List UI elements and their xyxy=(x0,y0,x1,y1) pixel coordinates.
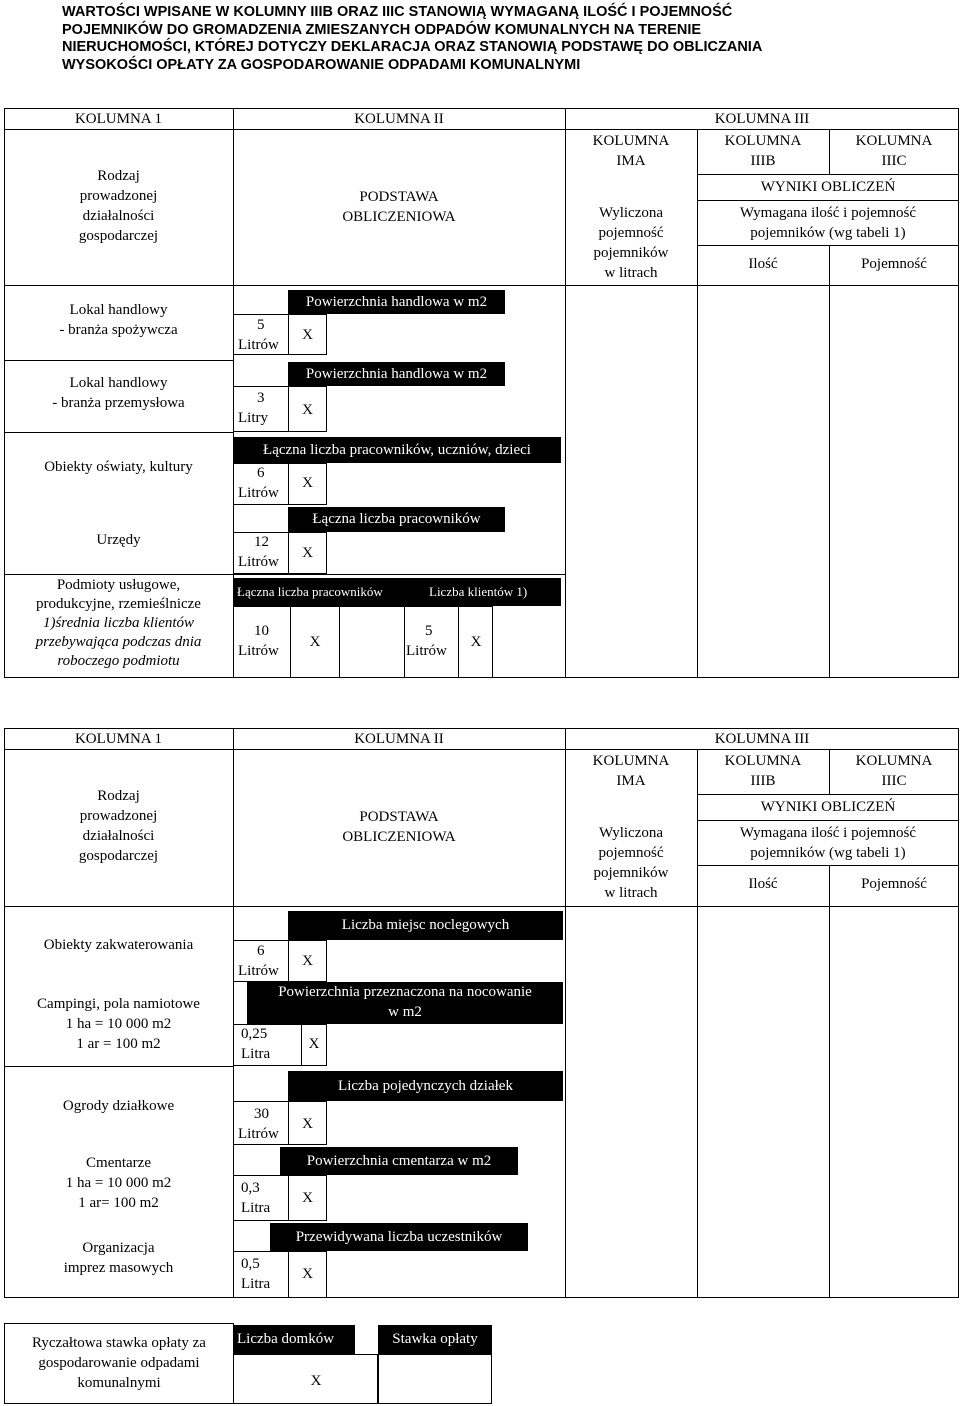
divider xyxy=(697,794,959,795)
amount: 3 Litry xyxy=(238,390,268,426)
row-name: Cmentarze 1 ha = 10 000 m2 1 ar= 100 m2 xyxy=(65,1155,172,1211)
row-name: Urzędy xyxy=(96,532,141,548)
basis-label: Stawka opłaty xyxy=(378,1325,492,1354)
divider xyxy=(4,360,233,361)
divider xyxy=(697,174,959,175)
row-name: Campingi, pola namiotowe 1 ha = 10 000 m2 1 ar = 100 m2 xyxy=(37,996,200,1052)
x-mark: X xyxy=(309,634,321,650)
header-wyliczona: Wyliczona pojemność pojemników w litrach xyxy=(593,205,669,281)
divider xyxy=(697,865,959,866)
title-line: WARTOŚCI WPISANE W KOLUMNY IIIB ORAZ IIIC STANOWIĄ WYMAGANĄ ILOŚĆ I POJEMNOŚĆ xyxy=(62,4,733,20)
amount: 6 Litrów xyxy=(238,943,279,979)
header-kol-ima: KOLUMNA IMA xyxy=(592,133,670,169)
x-mark: X xyxy=(302,545,313,561)
row-name: Podmioty usługowe, produkcyjne, rzemieślnicze 1)średnia liczba klientów przebywająca podczas dnia roboczego podmiotu xyxy=(35,577,202,669)
basis-label: Liczba pojedynczych działek xyxy=(288,1071,563,1101)
header-kol3: KOLUMNA III xyxy=(714,731,810,747)
amount: 5 Litrów xyxy=(406,623,447,659)
header-kol-iiic: KOLUMNA IIIC xyxy=(855,133,933,169)
x-mark: X xyxy=(302,953,313,969)
header-rodzaj: Rodzaj prowadzonej działalności gospodarczej xyxy=(78,788,159,864)
basis-label: Przewidywana liczba uczestników xyxy=(270,1223,528,1251)
header-rodzaj: Rodzaj prowadzonej działalności gospodarczej xyxy=(78,168,159,244)
divider xyxy=(697,820,959,821)
header-kol-ima: KOLUMNA IMA xyxy=(592,753,670,789)
amount: 0,3 Litra xyxy=(241,1180,271,1216)
header-kol2: KOLUMNA II xyxy=(354,731,444,747)
divider xyxy=(697,245,959,246)
x-mark: X xyxy=(302,475,313,491)
basis-label: Łączna liczba pracowników Liczba klientów 1) xyxy=(233,578,561,606)
divider xyxy=(4,906,959,907)
header-kol-iiic: KOLUMNA IIIC xyxy=(855,753,933,789)
amount: 6 Litrów xyxy=(238,465,279,501)
x-mark: X xyxy=(302,402,313,418)
basis-label: Powierzchnia handlowa w m2 xyxy=(288,290,505,314)
header-wymagana: Wymagana ilość i pojemność pojemników (wg tabeli 1) xyxy=(739,825,917,861)
amount: 10 Litrów xyxy=(238,623,279,659)
header-podstawa: PODSTAWA OBLICZENIOWA xyxy=(342,189,456,225)
header-kol1: KOLUMNA 1 xyxy=(74,111,163,127)
divider xyxy=(565,728,566,1298)
divider xyxy=(4,129,959,130)
divider xyxy=(829,245,830,678)
divider xyxy=(4,749,959,750)
document-title xyxy=(62,4,932,74)
header-ilosc: Ilość xyxy=(748,876,778,892)
x-mark: X xyxy=(302,1116,313,1132)
header-kol-iiib: KOLUMNA IIIB xyxy=(724,753,802,789)
row-name: Obiekty zakwaterowania xyxy=(43,937,194,953)
header-ilosc: Ilość xyxy=(748,256,778,272)
basis-label: Liczba domków xyxy=(233,1325,355,1354)
basis-label: Powierzchnia cmentarza w m2 xyxy=(280,1147,518,1175)
amount: 0,25 Litra xyxy=(241,1026,271,1062)
divider xyxy=(4,574,565,575)
row-name: Lokal handlowy - branża spożywcza xyxy=(59,302,178,338)
header-kol1: KOLUMNA 1 xyxy=(74,731,163,747)
amount: 12 Litrów xyxy=(238,534,279,570)
basis-label: Powierzchnia przeznaczona na nocowanie w m2 xyxy=(247,982,563,1024)
header-podstawa: PODSTAWA OBLICZENIOWA xyxy=(342,809,456,845)
header-pojemnosc: Pojemność xyxy=(861,256,927,272)
amount: 0,5 Litra xyxy=(241,1256,271,1292)
header-wyniki: WYNIKI OBLICZEŃ xyxy=(760,799,896,815)
x-mark: X xyxy=(308,1036,320,1052)
title-line: WYSOKOŚCI OPŁATY ZA GOSPODAROWANIE ODPADAMI KOMUNALNYMI xyxy=(62,56,581,73)
basis-label: Łączna liczba pracowników, uczniów, dzieci xyxy=(233,437,561,463)
row-name: Lokal handlowy - branża przemysłowa xyxy=(52,375,185,411)
x-mark: X xyxy=(302,327,313,343)
header-wyliczona: Wyliczona pojemność pojemników w litrach xyxy=(593,825,669,901)
header-wyniki: WYNIKI OBLICZEŃ xyxy=(760,179,896,195)
title-line: POJEMNIKÓW DO GROMADZENIA ZMIESZANYCH ODPADÓW KOMUNALNYCH NA TERENIE xyxy=(62,21,702,38)
divider xyxy=(565,108,566,678)
basis-label: Łączna liczba pracowników xyxy=(288,507,505,532)
divider xyxy=(4,285,959,286)
title-line: NIERUCHOMOŚCI, KTÓREJ DOTYCZY DEKLARACJA ORAZ STANOWIĄ PODSTAWĘ DO OBLICZANIA xyxy=(62,39,763,55)
row-name: Ogrody działkowe xyxy=(62,1098,175,1114)
basis-label: Liczba miejsc noclegowych xyxy=(288,911,563,940)
header-kol-iiib: KOLUMNA IIIB xyxy=(724,133,802,169)
header-wymagana: Wymagana ilość i pojemność pojemników (wg tabeli 1) xyxy=(739,205,917,241)
amount: 30 Litrów xyxy=(238,1106,279,1142)
header-kol2: KOLUMNA II xyxy=(354,111,444,127)
header-pojemnosc: Pojemność xyxy=(861,876,927,892)
x-mark: X xyxy=(302,1266,313,1282)
basis-label: Powierzchnia handlowa w m2 xyxy=(288,362,505,386)
x-mark: X xyxy=(470,634,482,650)
divider xyxy=(829,865,830,1298)
row-name: Organizacja imprez masowych xyxy=(63,1240,174,1276)
row-name: Ryczałtowa stawka opłaty za gospodarowanie odpadami komunalnymi xyxy=(32,1335,206,1391)
divider xyxy=(4,1066,233,1067)
divider xyxy=(4,432,233,433)
amount: 5 Litrów xyxy=(238,317,279,353)
x-mark: X xyxy=(302,1190,313,1206)
row-name: Obiekty oświaty, kultury xyxy=(44,459,193,475)
divider xyxy=(697,200,959,201)
header-kol3: KOLUMNA III xyxy=(714,111,810,127)
x-mark: X xyxy=(310,1373,322,1389)
